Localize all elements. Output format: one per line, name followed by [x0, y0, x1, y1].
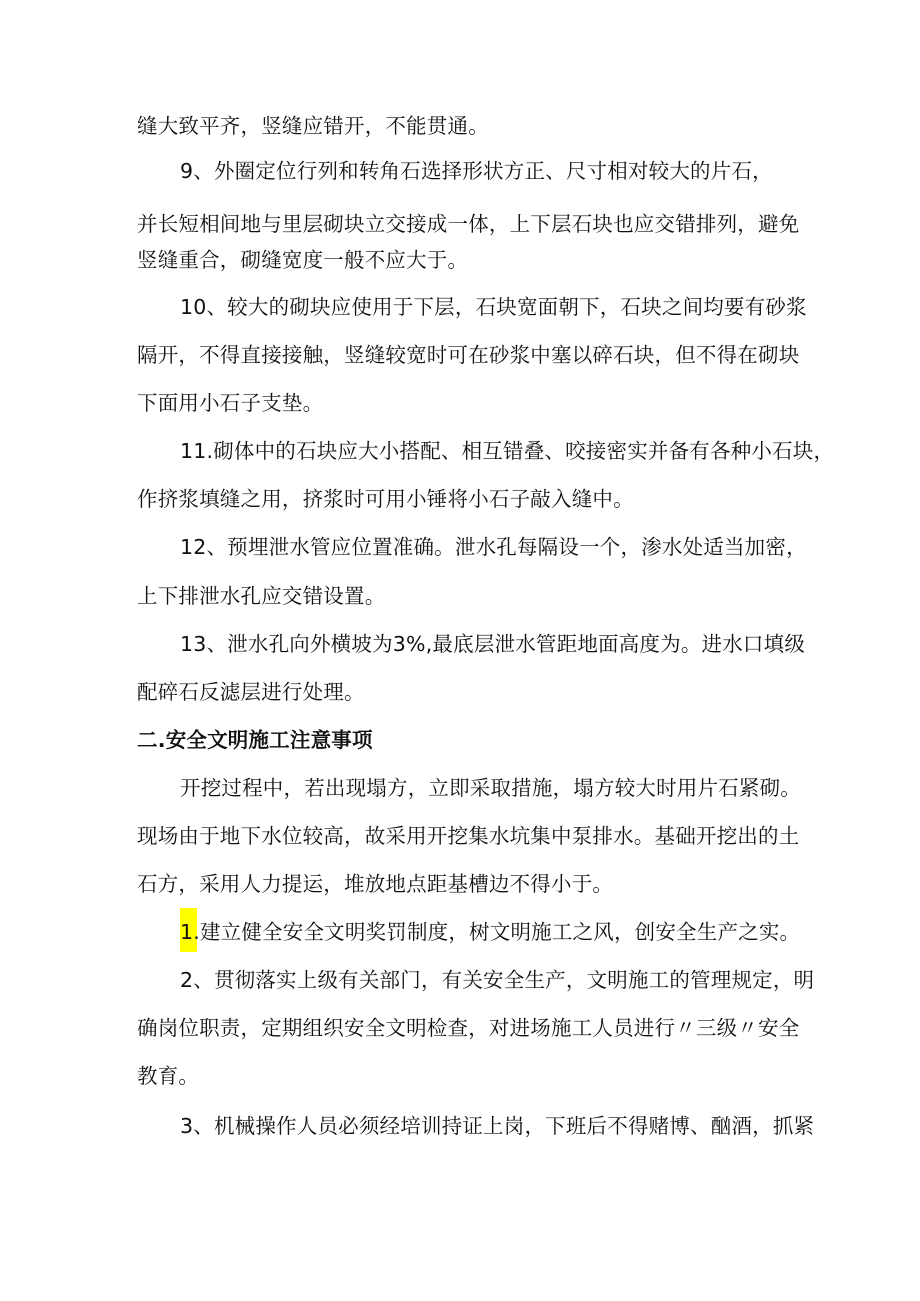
text-line: 9、外圈定位行列和转角石选择形状方正、尺寸相对较大的片石，	[180, 159, 773, 183]
text-line: 石方，采用人力提运，堆放地点距基槽边不得小于。	[137, 872, 614, 896]
section-heading: 二.安全文明施工注意事项	[137, 728, 373, 752]
text-line: 开挖过程中，若出现塌方，立即采取措施，塌方较大时用片石紧砌。	[180, 776, 801, 800]
text-line: 缝大致平齐，竖缝应错开，不能贯通。	[137, 114, 489, 138]
text-line: 上下排泄水孔应交错设置。	[137, 584, 386, 608]
text-line: 现场由于地下水位较高，故采用开挖集水坑集中泵排水。基础开挖出的土	[137, 824, 800, 848]
text-line: 并长短相间地与里层砌块立交接成一体，上下层石块也应交错排列，避免	[137, 212, 800, 236]
text-line: 13、泄水孔向外横坡为3%,最底层泄水管距地面高度为。进水口填级	[180, 632, 806, 656]
text-line: 12、预埋泄水管应位置准确。泄水孔每隔设一个，渗水处适当加密，	[180, 535, 807, 559]
text-line: 10、较大的砌块应使用于下层，石块宽面朝下，石块之间均要有砂浆	[180, 295, 807, 319]
text-line: 3、机械操作人员必须经培训持证上岗，下班后不得赌博、酗酒，抓紧	[180, 1114, 815, 1138]
text-line: 教育。	[137, 1064, 200, 1088]
text-line: 11.砌体中的石块应大小搭配、相互错叠、咬接密实并备有各种小石块，	[180, 439, 835, 463]
text-line: 配碎石反滤层进行处理。	[137, 680, 365, 704]
text-line: 作挤浆填缝之用，挤浆时可用小锤将小石子敲入缝中。	[137, 487, 634, 511]
text-line: 2、贯彻落实上级有关部门，有关安全生产，文明施工的管理规定，明	[180, 968, 815, 992]
text-line: 竖缝重合，砌缝宽度一般不应大于。	[137, 248, 469, 272]
text-line: 1.建立健全安全文明奖罚制度，树文明施工之风，创安全生产之实。	[180, 920, 801, 944]
text-line: 下面用小石子支垫。	[137, 391, 324, 415]
text-line: 隔开，不得直接接触，竖缝较宽时可在砂浆中塞以碎石块，但不得在砌块	[137, 343, 800, 367]
text-line: 确岗位职责，定期组织安全文明检查，对进场施工人员进行〃三级〃安全	[137, 1016, 800, 1040]
